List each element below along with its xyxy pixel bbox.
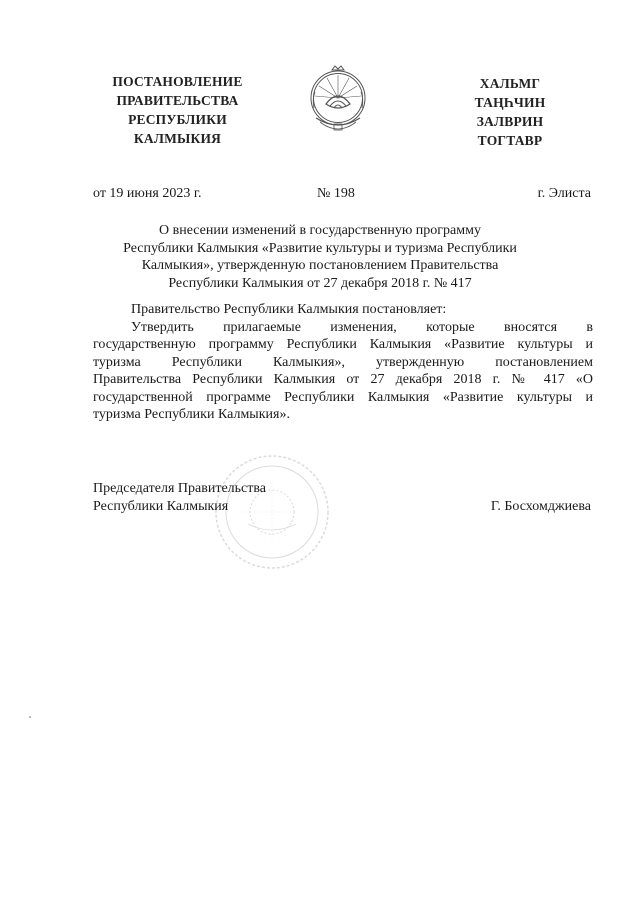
coat-of-arms-emblem: [308, 62, 368, 140]
document-body: [93, 301, 593, 424]
scan-speck: [29, 716, 31, 718]
header-right-line: ТАҢҺЧИН: [474, 95, 546, 110]
body-line: государственную программу Республики Калмыкия «Развитие культуры и: [93, 337, 593, 352]
signatory-name: Г. Босхомджиева: [490, 499, 591, 514]
body-line: туризма Республики Калмыкия».: [93, 407, 290, 422]
header-right-line: ТОГТАВР: [477, 133, 543, 148]
signatory-role-line: Председателя Правительства: [93, 481, 267, 496]
document-title: [100, 222, 540, 292]
header-right-line: ЗАЛВРИН: [476, 114, 544, 129]
title-line: Калмыкия», утвержденную постановлением Правительства: [141, 258, 499, 273]
signatory-role: [93, 480, 266, 516]
header-left-line: ПРАВИТЕЛЬСТВА: [116, 93, 239, 108]
header-russian: [100, 72, 255, 148]
header-left-line: ПОСТАНОВЛЕНИЕ: [112, 74, 243, 89]
header-right-line: ХАЛЬМГ: [479, 76, 541, 91]
header-left-line: РЕСПУБЛИКИ: [128, 112, 227, 127]
body-line: Правительства Республики Калмыкия от 27 декабря 2018 г. № 417 «О: [93, 372, 593, 387]
document-city: г. Элиста: [537, 186, 591, 201]
document-date: от 19 июня 2023 г.: [93, 186, 202, 201]
body-preamble: Правительство Республики Калмыкия постановляет:: [131, 302, 447, 317]
header-kalmyk: [455, 74, 565, 150]
title-line: Республики Калмыкия «Развитие культуры и туризма Республики: [123, 240, 517, 256]
body-line: государственной программе Республики Калмыкия «Развитие культуры и: [93, 389, 593, 405]
body-line: Утвердить прилагаемые изменения, которые вносятся в: [131, 319, 593, 335]
header-left-line: КАЛМЫКИЯ: [133, 131, 222, 146]
body-line: туризма Республики Калмыкия», утвержденную постановлением: [93, 354, 593, 370]
title-line: О внесении изменений в государственную программу: [159, 223, 481, 238]
signatory-role-line: Республики Калмыкия: [93, 499, 229, 514]
document-number: № 198: [317, 186, 355, 201]
title-line: Республики Калмыкия от 27 декабря 2018 г. № 417: [168, 275, 472, 291]
